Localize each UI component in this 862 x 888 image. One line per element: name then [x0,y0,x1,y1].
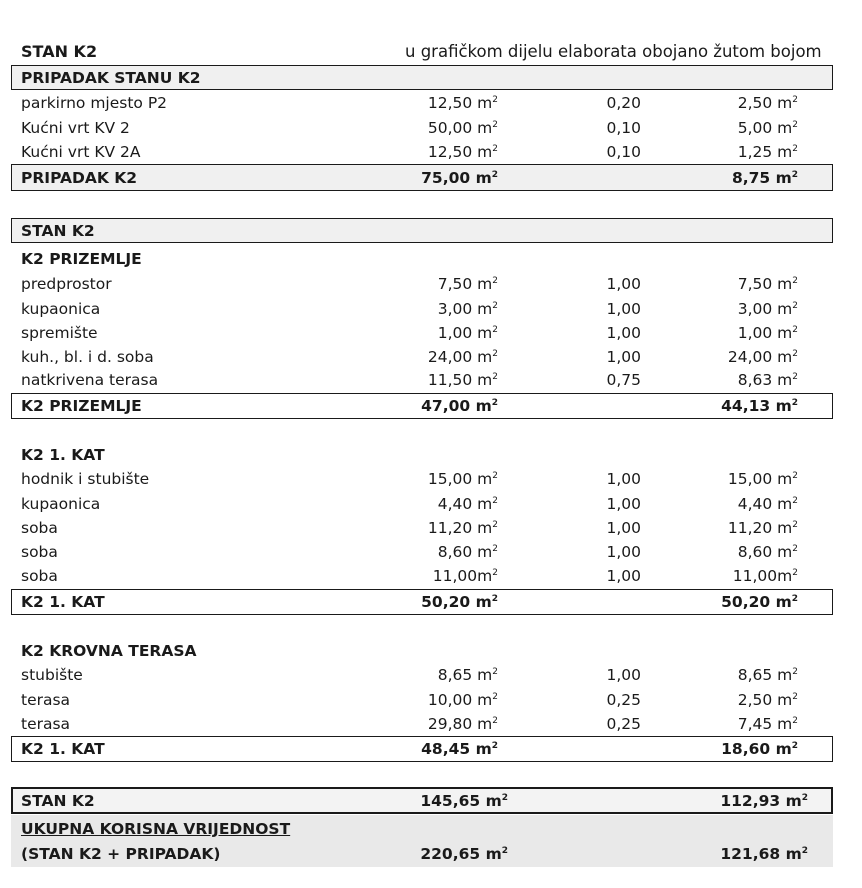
row-area: 3,00 $m^2$ [437,300,498,318]
table-row [0,516,862,540]
row-coef: 1,00 [606,567,641,585]
sum-total: 18,60 $m^2$ [721,740,798,758]
grand-total-area: 220,65 $m^2$ [420,845,508,863]
row-total: 24,00 $m^2$ [727,348,798,366]
sum-total: 50,20 $m^2$ [721,593,798,611]
row-name: terasa [21,691,71,709]
sum-name: PRIPADAK K2 [21,169,138,187]
row-name: kuh., bl. i d. soba [21,348,154,366]
row-area: 15,00 $m^2$ [427,470,498,488]
row-area: 1,00 $m^2$ [437,324,498,342]
row-coef: 1,00 [606,348,641,366]
table-row [0,321,862,345]
row-name: soba [21,567,58,585]
table-row [0,368,862,392]
row-coef: 0,20 [606,94,641,112]
subsection-title-prizemlje: K2 PRIZEMLJE [21,250,142,268]
row-area: 11,20 $m^2$ [427,519,498,537]
sum-area: 75,00 $m^2$ [421,169,498,187]
table-row [0,688,862,712]
row-coef: 1,00 [606,666,641,684]
grand-total-sublabel: (STAN K2 + PRIPADAK) [21,845,221,863]
row-area: 12,50 $m^2$ [427,94,498,112]
row-name: stubište [21,666,83,684]
table-row [0,345,862,369]
total-stan-row [0,789,862,813]
row-area: $11,00m^2$ [432,567,498,585]
table-row [0,712,862,736]
row-area: 4,40 $m^2$ [437,495,498,513]
subsection-title-kat: K2 1. KAT [21,446,105,464]
header-note: u grafičkom dijelu elaborata obojano žutom bojom [405,42,822,61]
table-row [0,272,862,296]
row-total: 3,00 $m^2$ [737,300,798,318]
table-row [0,564,862,588]
row-name: spremište [21,324,98,342]
row-coef: 0,10 [606,143,641,161]
row-area: 50,00 $m^2$ [427,119,498,137]
row-name: Kućni vrt KV 2 [21,119,130,137]
row-name: predprostor [21,275,112,293]
row-total: 8,60 $m^2$ [737,543,798,561]
row-total: 7,45 $m^2$ [737,715,798,733]
total-stan-total: 112,93 $m^2$ [720,792,808,810]
row-coef: 1,00 [606,275,641,293]
row-name: parkirno mjesto P2 [21,94,168,112]
row-area: 11,50 $m^2$ [427,371,498,389]
row-total: 1,00 $m^2$ [737,324,798,342]
sum-total: 44,13 $m^2$ [721,397,798,415]
table-row [0,663,862,687]
row-name: kupaonica [21,495,101,513]
row-total: 5,00 $m^2$ [737,119,798,137]
row-area: 8,65 $m^2$ [437,666,498,684]
row-coef: 1,00 [606,519,641,537]
row-name: kupaonica [21,300,101,318]
row-total: 11,20 $m^2$ [727,519,798,537]
sum-row [0,394,862,418]
row-total: 1,25 $m^2$ [737,143,798,161]
sum-name: K2 1. KAT [21,593,105,611]
row-area: 7,50 $m^2$ [437,275,498,293]
row-coef: 0,25 [606,691,641,709]
sum-total: 8,75 $m^2$ [731,169,798,187]
row-total: 2,50 $m^2$ [737,691,798,709]
section-title-pripadak: PRIPADAK STANU K2 [21,69,201,87]
sum-row [0,166,862,190]
section-title-stan: STAN K2 [21,222,95,240]
grand-total-label: UKUPNA KORISNA VRIJEDNOST [21,820,291,838]
row-area: 8,60 $m^2$ [437,543,498,561]
row-total: 8,65 $m^2$ [737,666,798,684]
sum-area: 48,45 $m^2$ [421,740,498,758]
total-stan-area: 145,65 $m^2$ [420,792,508,810]
row-coef: 1,00 [606,543,641,561]
row-coef: 0,10 [606,119,641,137]
document-title: STAN K2 [21,42,98,61]
row-total: 2,50 $m^2$ [737,94,798,112]
row-name: soba [21,519,58,537]
table-row [0,540,862,564]
sum-area: 47,00 $m^2$ [421,397,498,415]
table-row [0,297,862,321]
table-row [0,91,862,115]
grand-total-total: 121,68 $m^2$ [720,845,808,863]
row-name: terasa [21,715,71,733]
subsection-title-krovna: K2 KROVNA TERASA [21,642,197,660]
row-total: 8,63 $m^2$ [737,371,798,389]
table-row [0,492,862,516]
row-name: hodnik i stubište [21,470,150,488]
sum-name: K2 1. KAT [21,740,105,758]
total-stan-name: STAN K2 [21,792,95,810]
row-total: 7,50 $m^2$ [737,275,798,293]
row-name: Kućni vrt KV 2A [21,143,141,161]
row-total: 15,00 $m^2$ [727,470,798,488]
row-total: 4,40 $m^2$ [737,495,798,513]
row-coef: 1,00 [606,495,641,513]
table-row [0,140,862,164]
row-area: 24,00 $m^2$ [427,348,498,366]
row-name: natkrivena terasa [21,371,159,389]
grand-total-row [0,842,862,866]
row-area: 29,80 $m^2$ [427,715,498,733]
row-name: soba [21,543,58,561]
row-area: 10,00 $m^2$ [427,691,498,709]
sum-area: 50,20 $m^2$ [421,593,498,611]
row-area: 12,50 $m^2$ [427,143,498,161]
row-coef: 1,00 [606,300,641,318]
sum-row [0,737,862,761]
table-row [0,467,862,491]
row-total: $11,00m^2$ [732,567,798,585]
table-row [0,116,862,140]
row-coef: 1,00 [606,470,641,488]
sum-row [0,590,862,614]
row-coef: 1,00 [606,324,641,342]
sum-name: K2 PRIZEMLJE [21,397,142,415]
row-coef: 0,25 [606,715,641,733]
row-coef: 0,75 [606,371,641,389]
